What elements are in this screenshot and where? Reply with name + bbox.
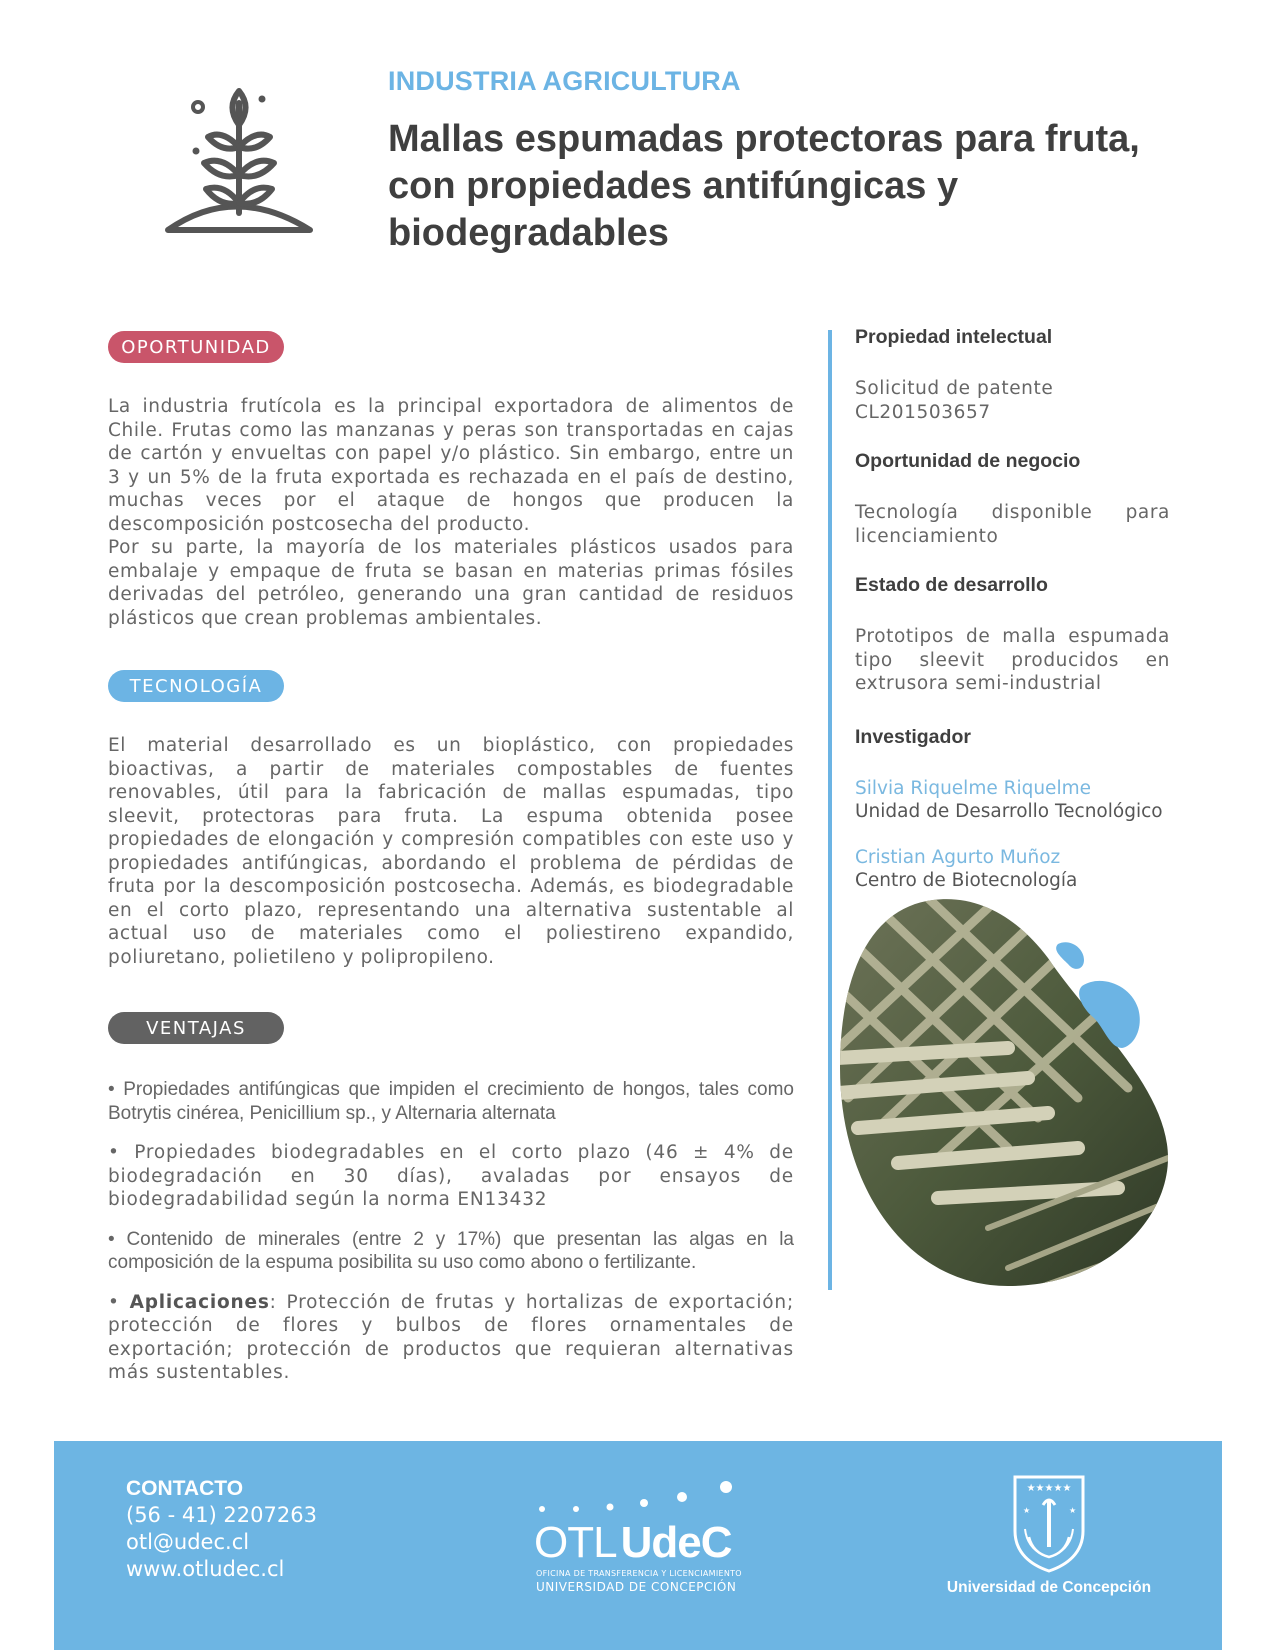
otl-dots-icon bbox=[534, 1473, 754, 1523]
otl-subtitle: OFICINA DE TRANSFERENCIA Y LICENCIAMIENTO bbox=[536, 1569, 742, 1578]
estado-heading: Estado de desarrollo bbox=[855, 574, 1048, 596]
ventaja-item: • Propiedades biodegradables en el corto plazo (46 ± 4% de biodegradación en 30 días), avaladas por ensayos de biodegradabilidad según la norma EN13432 bbox=[108, 1142, 794, 1210]
otl-university: UNIVERSIDAD DE CONCEPCIÓN bbox=[536, 1580, 737, 1594]
plant-sprout-icon bbox=[160, 85, 320, 240]
contact-email[interactable]: otl@udec.cl bbox=[126, 1530, 250, 1554]
svg-text:★: ★ bbox=[1023, 1506, 1031, 1515]
contact-website[interactable]: www.otludec.cl bbox=[126, 1557, 285, 1581]
bullet: • bbox=[108, 1291, 130, 1313]
tecnologia-paragraph: El material desarrollado es un bioplástico, con propiedades bioactivas, a partir de materiales compostables de fuentes renovables, útil para la fabricación de mallas espumadas, tipo sleevit, protectoras para fruta. La espuma obtenida posee propiedades de elongación y compresión compatibles con este uso y propiedades antifúngicas, abordando el problema de pérdidas de fruta por la descomposición postcosecha. Además, es biodegradable en el corto plazo, representando una alternativa sustentable al actual uso de materiales como el poliestireno expandido, poliuretano, polietileno y polipropileno. bbox=[108, 735, 794, 968]
investigador-heading: Investigador bbox=[855, 725, 971, 748]
ventaja-item-aplicaciones bbox=[108, 1291, 794, 1385]
category-heading: INDUSTRIA AGRICULTURA bbox=[388, 66, 741, 96]
ventaja-item: • Contenido de minerales (entre 2 y 17%) que presentan las algas en la composición de la espuma posibilita su uso como abono o fertilizante. bbox=[108, 1228, 794, 1273]
propiedad-line-2: CL201503657 bbox=[855, 401, 991, 423]
estado-text: Prototipos de malla espumada tipo sleevit producidos en extrusora semi-industrial bbox=[855, 626, 1170, 694]
ventaja-item: • Propiedades antifúngicas que impiden el crecimiento de hongos, tales como Botrytis cinérea, Penicillium sp., y Alternaria alternata bbox=[108, 1079, 794, 1124]
negocio-heading: Oportunidad de negocio bbox=[855, 450, 1081, 472]
section-label-tecnologia: TECNOLOGÍA bbox=[108, 670, 284, 702]
section-label-oportunidad: OPORTUNIDAD bbox=[108, 331, 284, 363]
svg-text:★★★★★: ★★★★★ bbox=[1026, 1483, 1072, 1494]
sidebar bbox=[855, 326, 1170, 893]
oportunidad-paragraph-1: La industria frutícola es la principal exportadora de alimentos de Chile. Frutas como las manzanas y peras son transportadas en cajas de cartón y envueltas con papel y/o plástico. Sin embargo, entre un 3 y un 5% de la fruta exportada es rechazada en el país de destino, muchas veces por el ataque de hongos que producen la descomposición postcosecha del producto. bbox=[108, 396, 794, 535]
contact-title: CONTACTO bbox=[126, 1477, 244, 1500]
oportunidad-paragraph-2: Por su parte, la mayoría de los materiales plásticos usados para embalaje y empaque de fruta se basan en materias primas fósiles derivadas del petróleo, generando una gran cantidad de residuos plásticos que crean problemas ambientales. bbox=[108, 537, 794, 629]
aplicaciones-text: : Protección de frutas y hortalizas de exportación; protección de flores y bulbos de flores ornamentales de exportación; protección de productos que requieran alternativas más sustentables. bbox=[108, 1291, 794, 1383]
oportunidad-text bbox=[108, 395, 794, 630]
otl-udec-logo bbox=[534, 1473, 754, 1603]
propiedad-line-1: Solicitud de patente bbox=[855, 378, 1054, 399]
propiedad-heading: Propiedad intelectual bbox=[855, 326, 1053, 348]
otl-text: OTL bbox=[534, 1518, 617, 1567]
page-title: Mallas espumadas protectoras para fruta, con propiedades antifúngicas y biodegradables bbox=[388, 118, 1140, 254]
investigador-name[interactable]: Cristian Agurto Muñoz bbox=[855, 846, 1061, 868]
foam-mesh-photo bbox=[838, 898, 1178, 1288]
negocio-text: Tecnología disponible para licenciamiento bbox=[855, 502, 1170, 547]
udec-text: UdeC bbox=[620, 1518, 732, 1567]
footer bbox=[54, 1441, 1222, 1650]
aplicaciones-label: Aplicaciones bbox=[129, 1291, 270, 1313]
tecnologia-text bbox=[108, 734, 794, 969]
column-divider bbox=[828, 330, 832, 1290]
university-name: Universidad de Concepción bbox=[946, 1579, 1152, 1596]
university-logo bbox=[934, 1473, 1164, 1603]
investigador-unit: Unidad de Desarrollo Tecnológico bbox=[855, 801, 1163, 822]
section-label-ventajas: VENTAJAS bbox=[108, 1012, 284, 1044]
contact-phone[interactable]: (56 - 41) 2207263 bbox=[126, 1503, 317, 1527]
contact-block bbox=[126, 1475, 317, 1583]
investigador-name[interactable]: Silvia Riquelme Riquelme bbox=[855, 777, 1091, 799]
svg-text:★: ★ bbox=[1069, 1506, 1077, 1515]
university-seal-icon bbox=[1009, 1473, 1089, 1573]
otl-wordmark bbox=[534, 1518, 732, 1567]
ventajas-list bbox=[108, 1078, 794, 1401]
investigador-unit: Centro de Biotecnología bbox=[855, 870, 1078, 891]
